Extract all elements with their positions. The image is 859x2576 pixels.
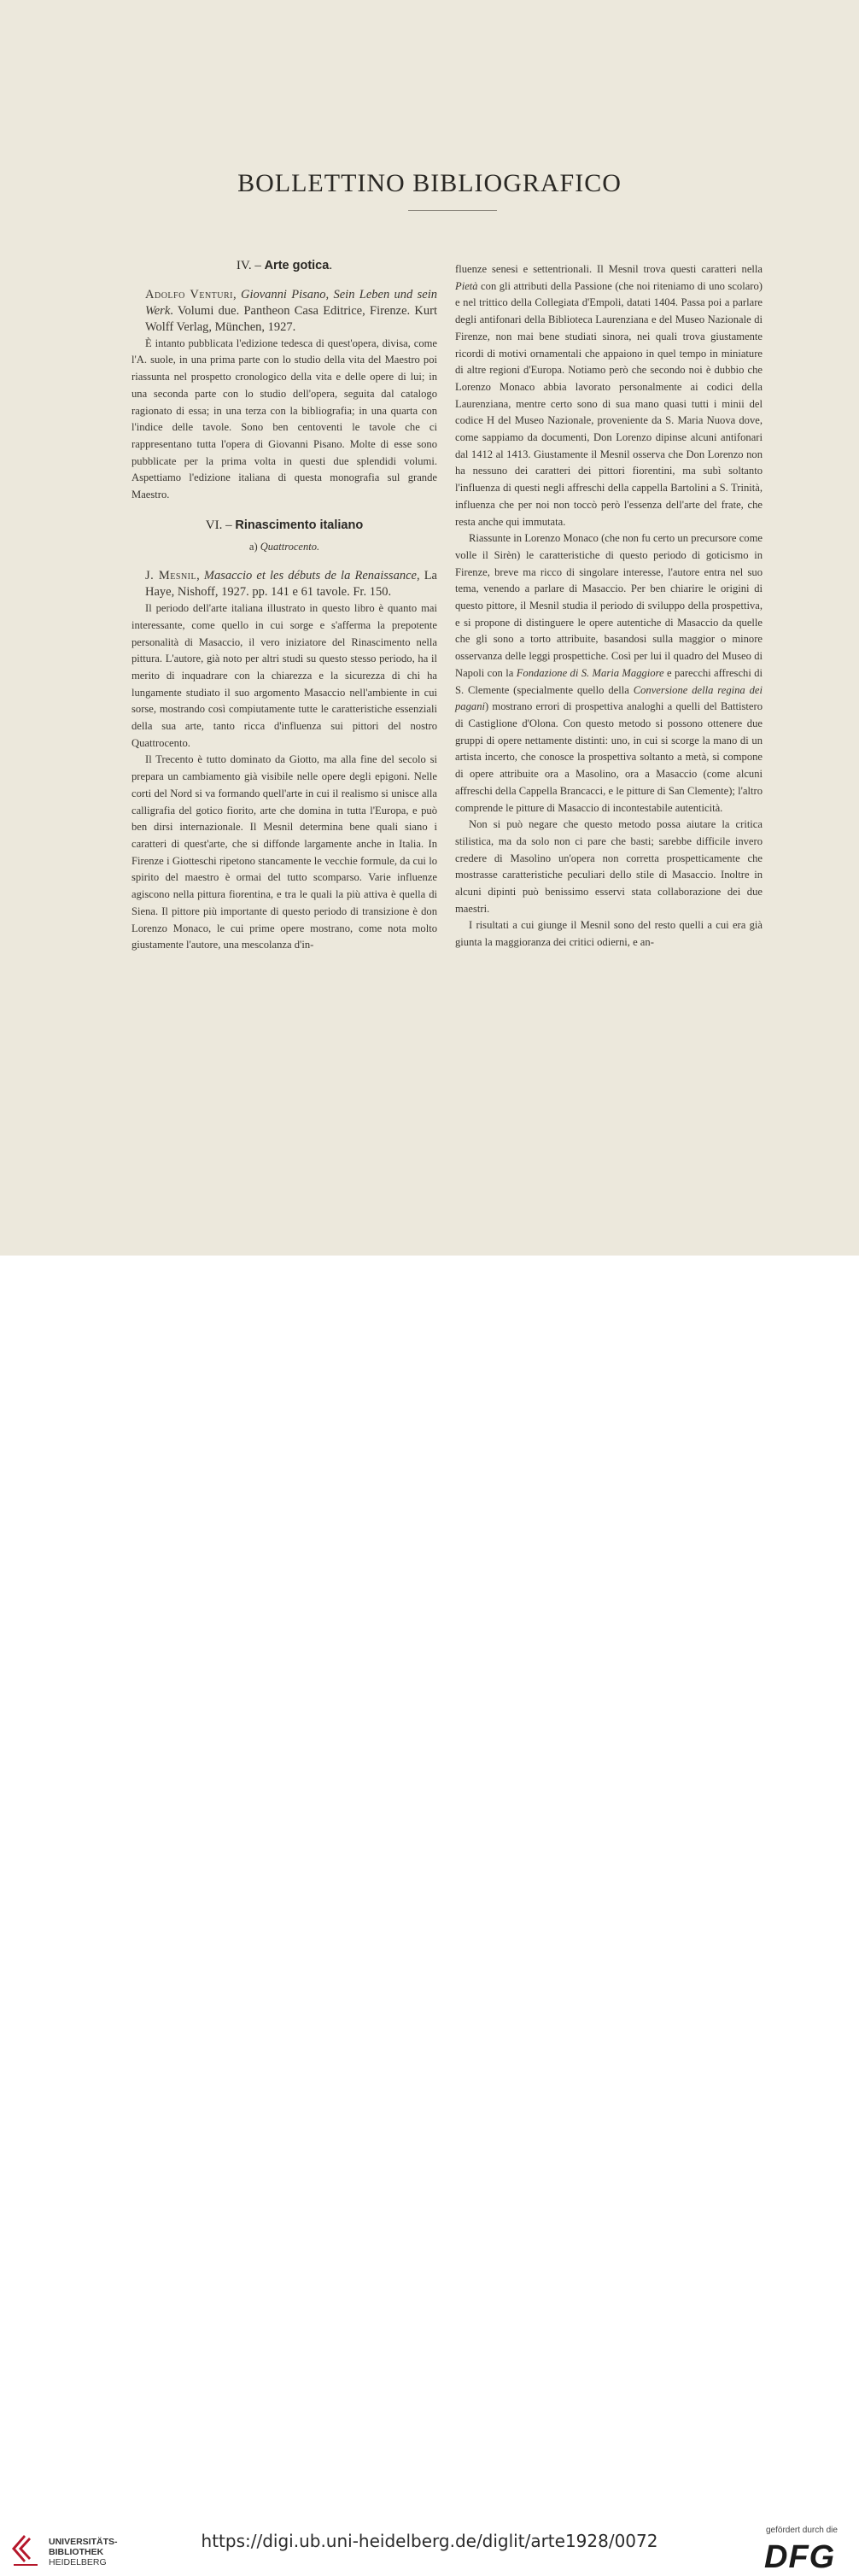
library-name-line: UNIVERSITÄTS-: [49, 2537, 118, 2547]
bibliographic-entry-mesnil: [131, 568, 437, 600]
review-paragraph: [455, 530, 763, 817]
funding-note: gefördert durch die: [766, 2526, 838, 2535]
review-paragraph: È intanto pubblicata l'edizione tedesca di quest'opera, divisa, come l'A. suole, in una prima parte con lo studio della vita del Maestro poi riassunta nel prospetto cronologico della vita e delle opere di lui; in una seconda parte con lo studio dell'opera, seguita dal catalogo ragionato di essa; in una terza con la bibliografia; in una quarta con l'indice delle tavole. Sono ben centoventi le tavole che ci rappresentano tutta l'opera di Giovanni Pisano. Molte di esse sono pubblicate per la prima volta in questi due splendidi volumi. Aspettiamo l'edizione italiana di questa monografia sul grande Maestro.: [131, 337, 437, 501]
bibliographic-entry-venturi: [131, 287, 437, 336]
viewer-footer: [0, 1256, 859, 2575]
spacer: [131, 511, 437, 518]
permalink-url[interactable]: https://digi.ub.uni-heidelberg.de/diglit/arte1928/0072: [201, 2531, 658, 2551]
library-name-line: HEIDELBERG: [49, 2557, 107, 2567]
title-divider: [408, 210, 497, 211]
subsection-letter: a): [248, 541, 260, 553]
text-run: ) mostrano errori di prospettiva analoghi a quelli del Battistero di Castiglione d'Olona. Con questo metodo si possono ottenere due gruppi di opere nettamente distinti: uno, in cui si scorge la mano di un artista incerto, che conosce la prospettiva soltanto a metà, si compone di opere attribuite ora a Masolino, ora a Masaccio (come alcuni affreschi della Cappella Brancacci, e le pitture di San Clemente); l'altro comprende le pitture di Masaccio di incontestabile autenticità.: [455, 700, 763, 814]
review-paragraph: Il periodo dell'arte italiana illustrato in questo libro è quanto mai interessante, come quello in cui sorge e s'afferma la prepotente personalità di Masaccio, il vero iniziatore del Rinascimento nella pittura. L'autore, già noto per altri studi su questo stesso periodo, ha il merito di inquadrare con la chiarezza e la sicurezza di chi ha lungamente studiato il suo argomento Masaccio nell'ambiente in cui sorse, mostrando così compiutamente tutte le caratteristiche essenziali della sua arte, tanto ricca d'influenza sui pittori del nostro Quattrocento.: [131, 602, 437, 749]
text-run: Riassunte in Lorenzo Monaco (che non fu certo un precursore come volle il Sirèn) le caratteristiche di questo periodo di goticismo in Firenze, breve ma ricco di singolare interesse, l'autore entra nel suo tema, venendo a parlare di Masaccio. Per ben chiarire le origini di questo pittore, il Mesnil studia il periodo di sviluppo della prospettiva, e si propone di distinguere le opere autentiche di Masaccio da quelle che gli sono a torto attribuite, basandosi sulla maggior o minore osservanza delle leggi prospettiche. Così per lui il quadro del Museo di Napoli con la: [455, 532, 763, 679]
page-title: BOLLETTINO BIBLIOGRAFICO: [237, 169, 622, 197]
entry-title: Giovanni Pisano, Sein Leben und sein Werk: [145, 287, 437, 318]
section-heading-vi: [131, 518, 437, 535]
entry-separator: ,: [233, 287, 241, 302]
text-run: fluenze senesi e settentrionali. Il Mesnil trova questi caratteri nella: [455, 263, 763, 275]
scanned-page: [0, 0, 859, 1256]
review-paragraph: I risultati a cui giunge il Mesnil sono del resto quelli a cui era già giunta la maggioranza dei critici odierni, e an-: [455, 919, 763, 949]
entry-details: . Volumi due. Pantheon Casa Editrice, Firenze. Kurt Wolff Verlag, München, 1927.: [145, 303, 437, 334]
dfg-logo[interactable]: DFG: [764, 2539, 836, 2575]
entry-title: Masaccio et les débuts de la Renaissance: [203, 569, 417, 583]
spacer: [131, 504, 437, 511]
entry-details: , La Haye, Nishoff, 1927. pp. 141 e 61 tavole. Fr. 150.: [145, 569, 437, 600]
review-paragraph: Non si può negare che questo metodo possa aiutare la critica stilistica, ma da solo non ci pare che basti; sarebbe difficile invero credere di Masolino un'opera non corretta prospetticamente che mostrasse caratteristiche peculiari dello stile di Masaccio. Inoltre in alcuni dipinti può benissimo esservi stata collaborazione dei due maestri.: [455, 818, 763, 915]
entry-author: Adolfo Venturi: [145, 287, 234, 302]
section-heading-iv: IV. – Arte gotica.: [236, 259, 333, 272]
text-run: con gli attributi della Passione (che noi riteniamo di uno scolaro) e nel trittico della Collegiata d'Empoli, datati 1404. Passa poi a parlare degli antifonari della Biblioteca Laurenziana e del Museo Nazionale di Firenze, non mai bene studiati sinora, nei quali trova giustamente ricordi di motivi ornamentali che appaiono in quel tempo in miniature di altre regioni d'Europa. Notiamo però che secondo noi è dubbio che Lorenzo Monaco abbia lavorato personalmente ai codici della Laurenziana, mentre certo sono di sua mano quasi tutti i minii del codice H del Museo Nazionale, proveniente da S. Maria Nuova dove, come sappiamo da documenti, Don Lorenzo dipinse alcuni antifonari dal 1412 al 1413. Giustamente il Mesnil osserva che Don Lorenzo non ha nessuno dei caratteri dei pittori fiorentini, ma subì soltanto l'influenza di questi negli affreschi della cappella Bartolini a S. Trinità, influenza che per noi non toccò però l'essenza dell'arte del frate, che resta anche qui immutata.: [455, 279, 763, 528]
library-name-line: BIBLIOTHEK: [49, 2547, 104, 2557]
artwork-title: Fondazione di S. Maria Maggiore: [516, 666, 664, 679]
review-paragraph: Il Trecento è tutto dominato da Giotto, ma alla fine del secolo si prepara un cambiamento già visibile nelle opere degli epigoni. Nelle corti del Nord si va formando quell'arte in cui il realismo si unisce alla calligrafia del gotico fiorito, arte che domina in tutta l'Europa, e può ben dirsi internazionale. Il Mesnil determina bene quali siano i caratteri di quest'arte, che si diffonde largamente anche in Italia. In Firenze i Giotteschi ripetono stancamente le vecchie formule, da cui lo spirito del maestro è ormai del tutto scomparso. Varie influenze agiscono nella pittura fiorentina, e tra le quali la più attiva è quella di Siena. Il pittore più importante di questo periodo di transizione è don Lorenzo Monaco, le cui prime opere mostrano, come nota molto giustamente l'autore, una mescolanza d'in-: [131, 753, 437, 951]
subsection-heading: [131, 539, 437, 556]
artwork-title: Pietà: [455, 279, 478, 292]
section-number: IV. –: [236, 259, 265, 272]
entry-author: J. Mesnil: [145, 569, 197, 583]
section-name: Arte gotica: [264, 259, 330, 272]
subsection-name: Quattrocento.: [260, 541, 320, 553]
section-name: Rinascimento italiano: [235, 518, 364, 532]
entry-separator: ,: [196, 569, 204, 583]
text-run: e parecchi affreschi di S. Clemente (specialmente quello della: [455, 666, 763, 696]
review-paragraph: [455, 261, 763, 530]
right-column: [455, 261, 763, 951]
artwork-title: Conversione della regina dei pagani: [455, 683, 763, 713]
section-number: VI. –: [205, 518, 236, 532]
left-column: [131, 258, 437, 954]
